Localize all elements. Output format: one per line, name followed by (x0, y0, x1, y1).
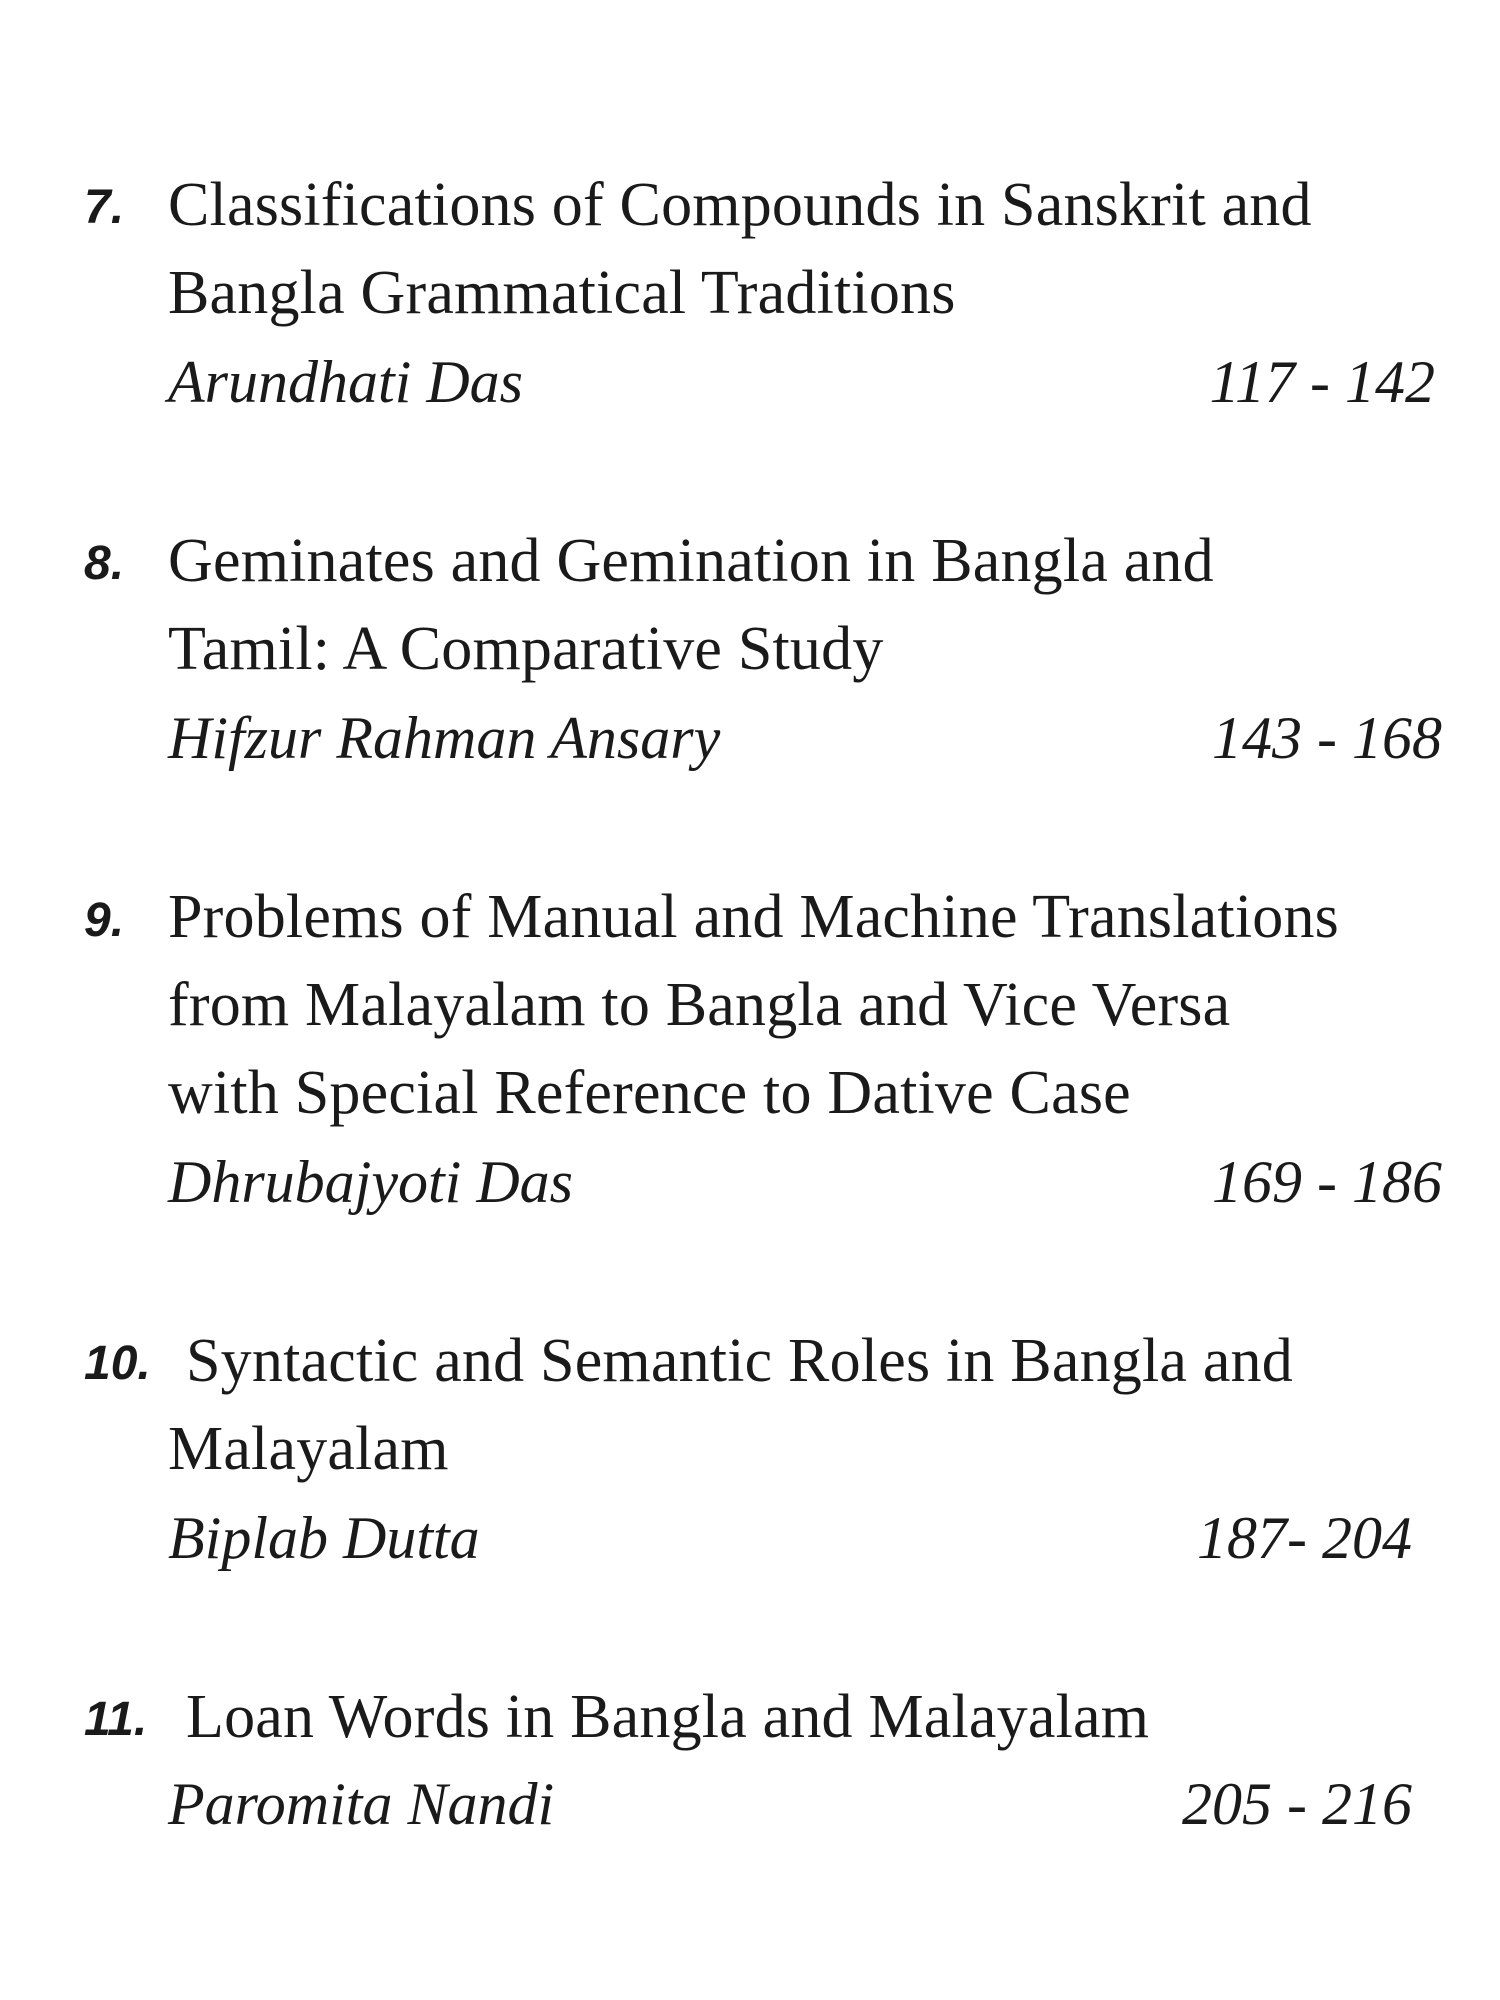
entry-author: Biplab Dutta (168, 1505, 480, 1571)
entry-title-line: Loan Words in Bangla and Malayalam (186, 1683, 1150, 1751)
entry-pages: 117 - 142 (1209, 349, 1435, 415)
entry-title-line: Problems of Manual and Machine Translations (168, 883, 1339, 951)
entry-title-line: Tamil: A Comparative Study (168, 615, 884, 683)
entry-title-line: Classifications of Compounds in Sanskrit and (168, 171, 1312, 239)
entry-number: 11. (84, 1693, 148, 1746)
entry-author: Arundhati Das (168, 349, 524, 415)
entry-author: Paromita Nandi (168, 1771, 555, 1837)
entry-number: 9. (84, 894, 125, 947)
entry-author: Dhrubajyoti Das (168, 1149, 573, 1215)
entry-number: 8. (84, 537, 125, 590)
entry-title-line: Syntactic and Semantic Roles in Bangla and (186, 1327, 1293, 1395)
entry-title-line: Malayalam (168, 1415, 449, 1483)
entry-pages: 143 - 168 (1212, 705, 1442, 771)
entry-author: Hifzur Rahman Ansary (168, 705, 721, 771)
entry-pages: 205 - 216 (1182, 1771, 1412, 1837)
entry-title-line: Geminates and Gemination in Bangla and (168, 527, 1214, 595)
entry-number: 7. (84, 181, 125, 234)
entry-title-line: Bangla Grammatical Traditions (168, 259, 956, 327)
entry-pages: 187- 204 (1197, 1505, 1412, 1571)
entry-title-line: with Special Reference to Dative Case (168, 1059, 1131, 1127)
entry-pages: 169 - 186 (1212, 1149, 1442, 1215)
entry-title-line: from Malayalam to Bangla and Vice Versa (168, 971, 1231, 1039)
entry-number: 10. (84, 1337, 151, 1390)
